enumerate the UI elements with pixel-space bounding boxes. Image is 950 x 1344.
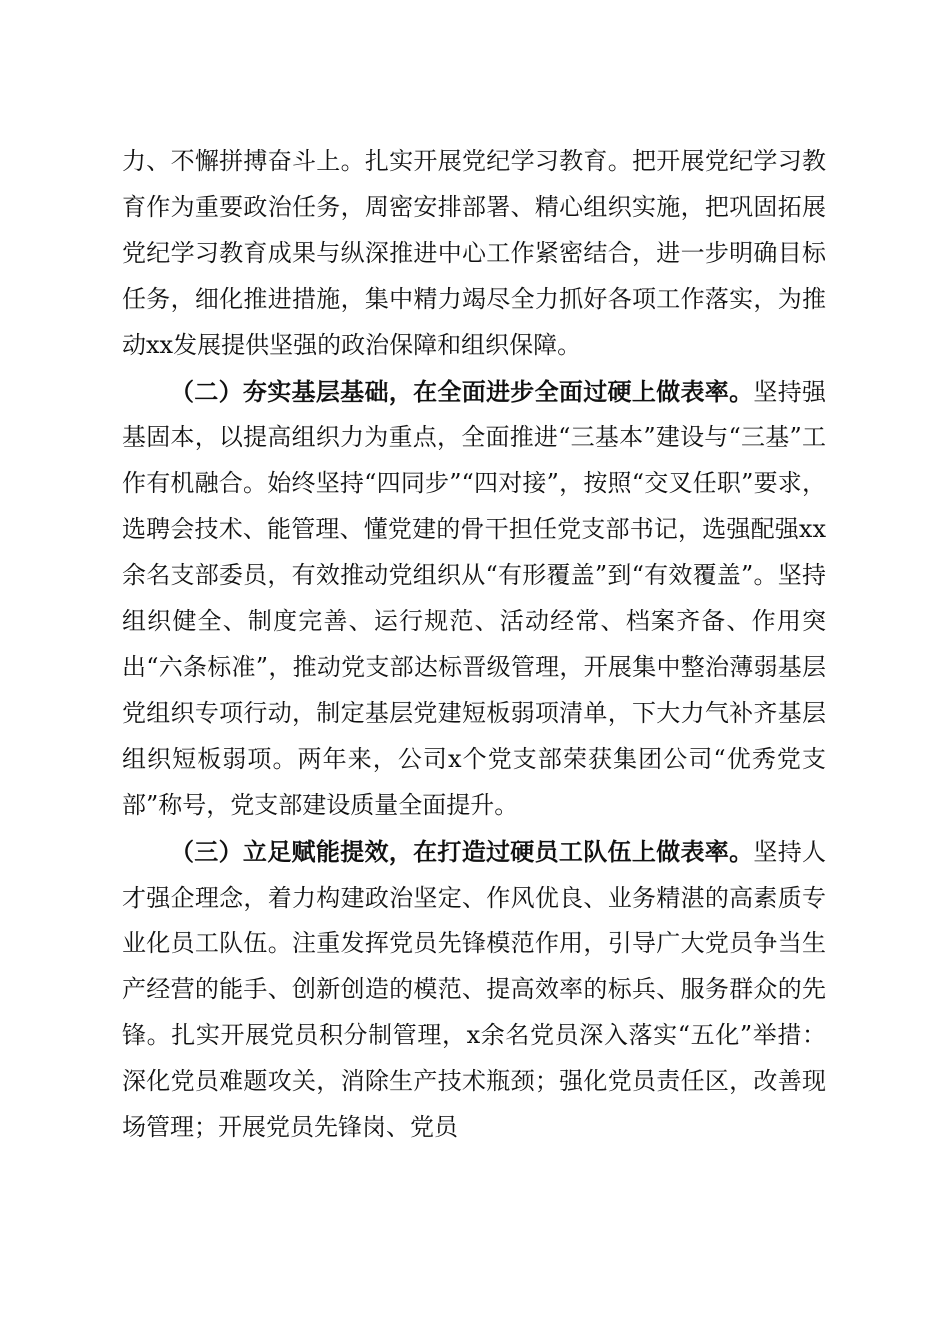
paragraph-section-two [122,369,826,829]
body-text [122,139,826,1151]
paragraph-text: 坚持人才强企理念，着力构建政治坚定、作风优良、业务精湛的高素质专业化员工队伍。注重发挥党员先锋模范作用，引导广大党员争当生产经营的能手、创新创造的模范、提高效率的标兵、服务群众的先锋。扎实开展党员积分制管理，x余名党员深入落实“五化”举措：深化党员难题攻关，消除生产技术瓶颈；强化党员责任区，改善现场管理；开展党员先锋岗、党员 [122,837,827,1142]
paragraph-continuation [122,139,826,369]
paragraph-text: 坚持强基固本，以提高组织力为重点，全面推进“三基本”建设与“三基”工作有机融合。始终坚持“四同步”“四对接”，按照“交叉任职”要求，选聘会技术、能管理、懂党建的骨干担任党支部书记，选强配强xx余名支部委员，有效推动党组织从“有形覆盖”到“有效覆盖”。坚持组织健全、制度完善、运行规范、活动经常、档案齐备、作用突出“六条标准”，推动党支部达标晋级管理，开展集中整治薄弱基层党组织专项行动，制定基层党建短板弱项清单，下大力气补齐基层组织短板弱项。两年来，公司x个党支部荣获集团公司“优秀党支部”称号，党支部建设质量全面提升。 [122,377,827,819]
paragraph-section-three [122,829,826,1151]
section-heading: （三）立足赋能提效，在打造过硬员工队伍上做表率。 [170,836,754,866]
section-heading: （二）夯实基层基础，在全面进步全面过硬上做表率。 [170,376,754,406]
paragraph-text: 力、不懈拼搏奋斗上。扎实开展党纪学习教育。把开展党纪学习教育作为重要政治任务，周密安排部署、精心组织实施，把巩固拓展党纪学习教育成果与纵深推进中心工作紧密结合，进一步明确目标任务，细化推进措施，集中精力竭尽全力抓好各项工作落实，为推动xx发展提供坚强的政治保障和组织保障。 [122,147,826,359]
